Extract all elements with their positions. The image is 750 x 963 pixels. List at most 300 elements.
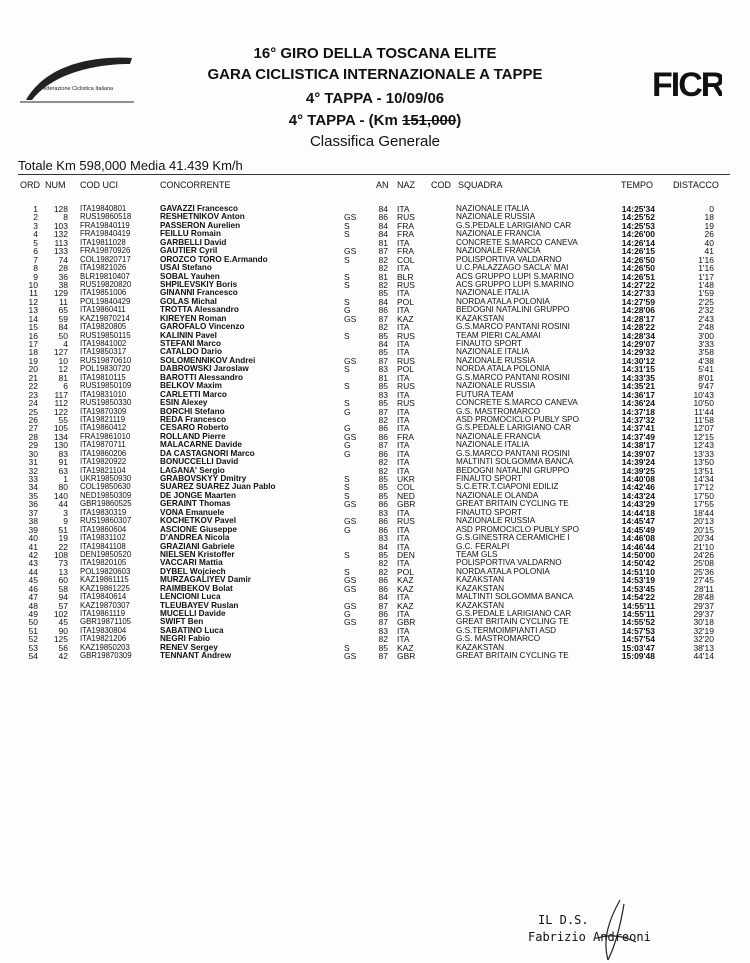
birth-year: 85 (378, 398, 388, 409)
bib-number: 134 (53, 431, 68, 442)
total-time: 14:54'22 (621, 592, 655, 603)
team-name: CONCRETE S.MARCO CANEVA (456, 398, 578, 408)
total-time: 14:51'10 (621, 566, 655, 577)
rider-name: DE JONGE Maarten (160, 490, 236, 500)
rider-name: MUCELLI Davide (160, 609, 226, 618)
bib-number: 129 (53, 288, 68, 299)
team-name: ASD PROMOCICLO PUBLY SPO (456, 524, 579, 534)
rank: 5 (33, 237, 38, 248)
time-gap: 13'33 (693, 448, 714, 459)
total-time: 14:57'53 (621, 625, 655, 636)
birth-year: 85 (378, 288, 388, 299)
team-name: NAZIONALE ITALIA (456, 440, 530, 450)
total-time: 14:26'50 (621, 254, 655, 265)
col-ord: ORD (20, 180, 40, 190)
rider-name: GINANNI Francesco (160, 288, 238, 298)
time-gap: 44'14 (693, 651, 714, 662)
time-gap: 2'48 (698, 322, 714, 333)
rank: 20 (28, 364, 38, 375)
team-name: POLISPORTIVA VALDARNO (456, 254, 562, 264)
nationality: ITA (397, 465, 410, 476)
nationality: ITA (397, 423, 410, 434)
category: S (344, 490, 350, 501)
rank: 3 (33, 220, 38, 231)
time-gap: 4'38 (698, 355, 714, 366)
team-name: POLISPORTIVA VALDARNO (456, 558, 562, 568)
team-name: G.S.GINESTRA CERAMICHE I (456, 533, 570, 543)
race-title: 16° GIRO DELLA TOSCANA ELITE (253, 45, 497, 62)
total-time: 14:53'19 (621, 575, 655, 586)
bib-number: 94 (58, 592, 68, 603)
nationality: ITA (397, 414, 410, 425)
bib-number: 130 (53, 440, 68, 451)
uci-code: ITA19841002 (80, 339, 127, 348)
total-time: 14:35'21 (621, 381, 655, 392)
col-team: SQUADRA (458, 180, 503, 190)
birth-year: 82 (378, 566, 388, 577)
bib-number: 103 (53, 220, 68, 231)
time-gap: 12'15 (693, 431, 714, 442)
nationality: POL (397, 566, 415, 577)
col-naz: NAZ (397, 180, 415, 190)
rider-name: DYBEL Wojciech (160, 566, 226, 576)
category: G (344, 423, 351, 434)
bib-number: 51 (58, 524, 68, 535)
nationality: ITA (397, 558, 410, 569)
birth-year: 86 (378, 499, 388, 510)
uci-code: COL19850630 (80, 482, 131, 492)
bib-number: 65 (58, 305, 68, 316)
nationality: DEN (397, 549, 415, 560)
birth-year: 83 (378, 389, 388, 400)
nationality: ITA (397, 541, 410, 552)
rank: 11 (29, 288, 38, 299)
time-gap: 24'26 (693, 549, 714, 560)
birth-year: 82 (378, 457, 388, 468)
team-name: G.S. MASTROMARCO (456, 634, 541, 644)
uci-code: ITA19860604 (80, 524, 127, 534)
team-name: NORDA ATALA POLONIA (456, 566, 550, 576)
nationality: ITA (397, 372, 410, 383)
bib-number: 112 (54, 398, 68, 409)
birth-year: 82 (378, 634, 388, 645)
team-name: MALTINTI SOLGOMMA BANCA (456, 592, 574, 602)
time-gap: 17'55 (693, 499, 714, 510)
team-name: G.S.MARCO PANTANI ROSINI (456, 372, 570, 382)
birth-year: 86 (378, 583, 388, 594)
nationality: COL (397, 482, 415, 493)
rider-name: BORCHI Stefano (160, 406, 225, 416)
rider-name: GAVAZZI Francesco (160, 204, 238, 213)
rider-name: BONUCCELLI David (160, 457, 239, 467)
time-gap: 3'58 (698, 347, 714, 358)
total-time: 14:30'12 (621, 355, 655, 366)
nationality: FRA (397, 431, 414, 442)
ficr-logo (650, 60, 722, 102)
total-time: 14:55'11 (622, 609, 655, 619)
rank: 36 (28, 499, 38, 510)
total-time: 15:03'47 (621, 642, 655, 653)
rank: 24 (28, 398, 38, 409)
time-gap: 10'43 (693, 389, 714, 400)
nationality: ITA (397, 389, 410, 400)
uci-code: ITA19841108 (80, 541, 126, 551)
bib-number: 19 (58, 533, 68, 544)
total-time: 14:37'18 (621, 406, 655, 417)
nationality: ITA (397, 457, 410, 468)
total-time: 15:09'48 (621, 651, 655, 662)
bib-number: 113 (54, 237, 68, 248)
nationality: ITA (397, 406, 410, 417)
uci-code: COL19820717 (80, 254, 131, 264)
uci-code: KAZ19870307 (80, 600, 130, 610)
birth-year: 84 (378, 296, 388, 307)
bib-number: 133 (53, 246, 68, 257)
birth-year: 83 (378, 507, 388, 518)
nationality: ITA (397, 347, 410, 358)
uci-code: ITA19870309 (80, 406, 127, 416)
total-time: 14:33'35 (621, 372, 655, 383)
rank: 4 (33, 229, 38, 240)
uci-code: ITA19840614 (80, 592, 127, 602)
total-time: 14:25'53 (621, 220, 655, 231)
birth-year: 82 (378, 263, 388, 274)
team-name: CONCRETE S.MARCO CANEVA (456, 237, 578, 247)
nationality: POL (397, 364, 415, 375)
time-gap: 10'50 (693, 398, 714, 409)
time-gap: 3'00 (698, 330, 714, 341)
birth-year: 84 (378, 204, 388, 214)
team-name: NAZIONALE RUSSIA (456, 355, 536, 365)
birth-year: 85 (378, 347, 388, 358)
uci-code: GBR19860525 (80, 499, 132, 509)
birth-year: 87 (378, 617, 388, 628)
team-name: G.S.TERMOIMPIANTI ASD (456, 625, 557, 635)
nationality: KAZ (397, 600, 414, 611)
rider-name: NEGRI Fabio (160, 634, 211, 644)
rider-name: KOCHETKOV Pavel (160, 516, 236, 526)
team-name: FINAUTO SPORT (456, 507, 523, 517)
bib-number: 73 (58, 558, 68, 569)
category: S (344, 566, 350, 577)
category: GS (344, 516, 357, 527)
category: S (344, 549, 350, 560)
time-gap: 38'13 (693, 642, 714, 653)
uci-code: KAZ19861115 (80, 575, 129, 585)
nationality: GBR (397, 651, 416, 662)
nationality: NED (397, 490, 415, 501)
rank: 17 (28, 339, 38, 349)
rider-name: STEFANI Marco (160, 339, 221, 348)
team-name: NAZIONALE OLANDA (456, 490, 539, 500)
team-name: FINAUTO SPORT (456, 474, 523, 483)
category: G (344, 406, 351, 417)
birth-year: 81 (378, 271, 388, 282)
rider-name: DABROWSKI Jaroslaw (160, 364, 249, 374)
nationality: RUS (397, 398, 415, 409)
category: G (344, 305, 351, 316)
birth-year: 82 (378, 465, 388, 476)
category: G (344, 609, 351, 619)
rider-name: TROTTA Alessandro (160, 305, 239, 315)
bib-number: 102 (53, 609, 68, 619)
rider-name: VONA Emanuele (160, 507, 225, 517)
birth-year: 86 (378, 516, 388, 527)
total-time: 14:53'45 (621, 583, 655, 594)
total-time: 14:27'59 (621, 296, 655, 307)
total-time: 14:39'25 (621, 465, 655, 476)
time-gap: 41 (704, 246, 714, 257)
bib-number: 63 (58, 465, 68, 476)
team-name: BEDOGNI NATALINI GRUPPO (456, 465, 570, 475)
uci-code: UKR19850930 (80, 474, 132, 483)
total-time: 14:28'06 (621, 305, 655, 316)
bib-number: 74 (58, 254, 68, 265)
nationality: ITA (397, 288, 410, 299)
uci-code: ITA19851006 (80, 288, 127, 298)
bib-number: 13 (58, 566, 68, 577)
rank: 33 (28, 474, 38, 484)
team-name: NAZIONALE RUSSIA (456, 212, 536, 222)
total-time: 14:37'49 (621, 431, 655, 442)
team-name: GREAT BRITAIN CYCLING TE (456, 617, 569, 627)
time-gap: 13'50 (693, 457, 714, 468)
rider-name: USAI Stefano (160, 263, 212, 273)
uci-code: GBR19870309 (80, 651, 132, 661)
rider-name: GRAZIANI Gabriele (160, 541, 235, 551)
birth-year: 87 (378, 246, 388, 257)
time-gap: 11'58 (694, 414, 714, 425)
nationality: ITA (397, 524, 410, 535)
nationality: POL (397, 296, 415, 307)
team-name: G.C. FERALPI (456, 541, 510, 551)
bib-number: 11 (59, 296, 68, 307)
team-name: G.S. MASTROMARCO (456, 406, 541, 416)
total-time: 14:42'46 (621, 482, 655, 493)
time-gap: 19 (704, 220, 714, 231)
rank: 28 (28, 431, 38, 442)
nationality: RUS (397, 355, 415, 366)
rank: 45 (28, 575, 38, 586)
uci-code: ITA19830319 (80, 507, 127, 517)
birth-year: 87 (378, 313, 388, 324)
uci-code: RUS19870610 (80, 355, 132, 365)
team-name: U.C.PALAZZAGO SACLA' MAI (456, 263, 569, 273)
time-gap: 3'33 (698, 339, 714, 349)
uci-code: ITA19821026 (80, 263, 127, 273)
rider-name: SUAREZ SUAREZ Juan Pablo (160, 482, 276, 492)
rank: 10 (28, 279, 38, 290)
uci-code: DEN19850520 (80, 549, 132, 559)
rider-name: CATALDO Dario (160, 347, 223, 357)
bib-number: 80 (58, 482, 68, 493)
rider-name: KALININ Pavel (160, 330, 217, 340)
rank: 37 (28, 507, 38, 518)
uci-code: ITA19831010 (80, 389, 127, 399)
rider-name: MURZAGALIYEV Damir (160, 575, 251, 585)
team-name: G.S.MARCO PANTANI ROSINI (456, 448, 570, 458)
rider-name: GRABOVSKYY Dmitry (160, 474, 247, 483)
rank: 23 (28, 389, 38, 400)
time-gap: 18 (704, 212, 714, 223)
category: S (344, 398, 350, 409)
birth-year: 87 (378, 651, 388, 662)
category: G (344, 440, 351, 451)
team-name: GREAT BRITAIN CYCLING TE (456, 651, 569, 661)
uci-code: ITA19820922 (80, 457, 127, 467)
time-gap: 14'34 (693, 474, 714, 484)
total-time: 14:43'24 (621, 490, 655, 501)
uci-code: ITA19830804 (80, 625, 127, 635)
bib-number: 10 (58, 355, 68, 366)
rider-name: BELKOV Maxim (160, 381, 222, 391)
rank: 51 (28, 625, 38, 636)
total-time: 14:43'29 (621, 499, 655, 510)
bib-number: 140 (53, 490, 68, 501)
rank: 46 (28, 583, 38, 594)
team-name: NAZIONALE ITALIA (456, 204, 530, 213)
rank: 32 (28, 465, 38, 476)
team-name: FUTURA TEAM (456, 389, 514, 399)
team-name: KAZAKSTAN (456, 600, 505, 610)
rank: 21 (28, 372, 38, 383)
time-gap: 25'36 (693, 566, 714, 577)
birth-year: 87 (378, 406, 388, 417)
team-name: KAZAKSTAN (456, 575, 505, 585)
nationality: UKR (397, 474, 415, 484)
team-name: FINAUTO SPORT (456, 339, 523, 348)
uci-code: RUS19820820 (80, 279, 132, 289)
category: S (344, 482, 350, 493)
header-divider (18, 174, 730, 175)
total-time: 14:28'34 (621, 330, 655, 341)
total-time: 14:28'22 (621, 322, 655, 333)
rank: 50 (28, 617, 38, 628)
category: S (344, 474, 350, 484)
bib-number: 1 (63, 474, 68, 484)
team-name: ACS GRUPPO LUPI S.MARINO (456, 271, 574, 281)
total-time: 14:31'15 (621, 364, 655, 375)
birth-year: 85 (378, 330, 388, 341)
uci-code: ITA19860412 (80, 423, 127, 433)
team-name: NAZIONALE FRANCIA (456, 229, 541, 239)
team-name: NAZIONALE RUSSIA (456, 381, 536, 391)
team-name: MALTINTI SOLGOMMA BANCA (456, 457, 574, 467)
rider-name: GOLAS Michal (160, 296, 217, 306)
bib-number: 28 (58, 263, 68, 274)
rank: 54 (28, 651, 38, 662)
time-gap: 9'47 (698, 381, 714, 392)
birth-year: 83 (378, 533, 388, 544)
time-gap: 1'16 (698, 263, 714, 274)
uci-code: POL19820603 (80, 566, 131, 576)
category: GS (344, 246, 357, 257)
total-time: 14:26'15 (621, 246, 655, 257)
time-gap: 27'45 (693, 575, 714, 586)
rider-name: RESHETNIKOV Anton (160, 212, 245, 222)
rank: 30 (28, 448, 38, 459)
uci-code: FRA19861010 (80, 431, 131, 441)
rider-name: LENCIONI Luca (160, 592, 221, 602)
rider-name: ESIN Alexey (160, 398, 208, 408)
total-time: 14:50'00 (621, 549, 655, 560)
nationality: RUS (397, 381, 415, 392)
totals-line: Totale Km 598,000 Media 41.439 Km/h (18, 158, 243, 173)
birth-year: 85 (378, 482, 388, 493)
rank: 7 (33, 254, 38, 265)
rider-name: TLEUBAYEV Ruslan (160, 600, 239, 610)
stage-distance (140, 112, 610, 129)
bib-number: 56 (58, 642, 68, 653)
total-time: 14:40'08 (621, 474, 655, 484)
time-gap: 28'48 (693, 592, 714, 603)
total-time: 14:50'42 (621, 558, 655, 569)
nationality: ITA (397, 448, 410, 459)
birth-year: 85 (378, 549, 388, 560)
nationality: ITA (397, 625, 410, 636)
nationality: FRA (397, 220, 414, 231)
category: GS (344, 431, 357, 442)
team-name: ASD PROMOCICLO PUBLY SPO (456, 414, 579, 424)
bib-number: 12 (58, 364, 68, 375)
birth-year: 87 (378, 440, 388, 451)
team-name: BEDOGNI NATALINI GRUPPO (456, 305, 570, 315)
time-gap: 26 (704, 229, 714, 240)
rider-name: BAROTTI Alessandro (160, 372, 243, 382)
time-gap: 20'13 (693, 516, 714, 527)
rank: 34 (28, 482, 38, 493)
handwritten-signature (580, 898, 640, 963)
bib-number: 84 (58, 322, 68, 333)
nationality: FRA (397, 229, 414, 240)
total-time: 14:46'08 (621, 533, 655, 544)
time-gap: 18'44 (693, 507, 714, 518)
birth-year: 82 (378, 279, 388, 290)
birth-year: 85 (378, 642, 388, 653)
ficr-logo-text: FICR (652, 66, 722, 102)
bib-number: 45 (58, 617, 68, 628)
bib-number: 122 (53, 406, 68, 417)
rank: 41 (28, 541, 38, 552)
uci-code: RUS19860307 (80, 516, 132, 526)
uci-code: ITA19840801 (80, 204, 127, 213)
rank: 8 (33, 263, 38, 274)
rider-name: SABATINO Luca (160, 625, 224, 635)
bib-number: 8 (63, 212, 68, 223)
time-gap: 0 (709, 204, 714, 214)
uci-code: NED19850309 (80, 490, 132, 500)
rank: 40 (28, 533, 38, 544)
birth-year: 85 (378, 474, 388, 484)
uci-code: FRA19840119 (80, 220, 130, 230)
team-name: KAZAKSTAN (456, 313, 505, 323)
birth-year: 82 (378, 414, 388, 425)
birth-year: 84 (378, 592, 388, 603)
total-time: 14:55'11 (622, 600, 655, 611)
rider-name: DA CASTAGNORI Marco (160, 448, 255, 458)
time-gap: 29'37 (693, 600, 714, 611)
birth-year: 83 (378, 364, 388, 375)
rider-name: ROLLAND Pierre (160, 431, 226, 441)
race-subtitle: GARA CICLISTICA INTERNAZIONALE A TAPPE (207, 66, 543, 83)
time-gap: 17'12 (693, 482, 714, 493)
category: GS (344, 651, 357, 662)
category: GS (344, 313, 357, 324)
total-time: 14:44'18 (621, 507, 655, 518)
rank: 29 (28, 440, 38, 451)
nationality: BLR (397, 271, 414, 282)
nationality: ITA (397, 263, 410, 274)
